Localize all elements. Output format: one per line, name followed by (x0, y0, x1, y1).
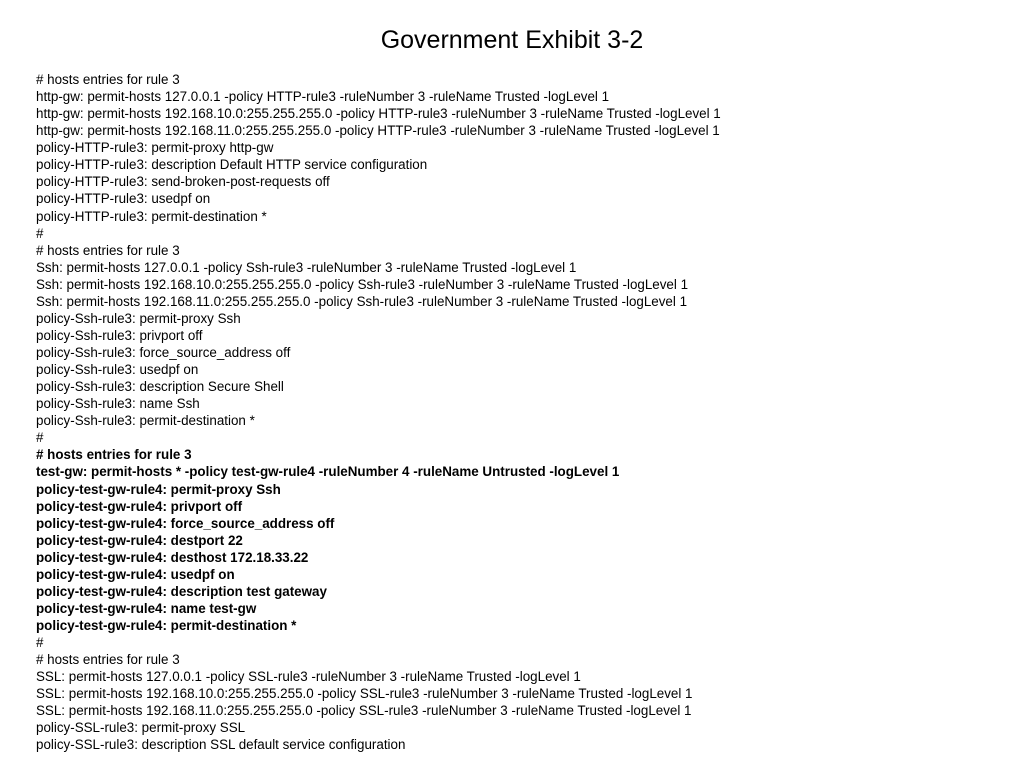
config-line: # (36, 635, 44, 651)
config-line: policy-Ssh-rule3: force_source_address off (36, 345, 291, 360)
config-line: policy-test-gw-rule4: force_source_address off (36, 515, 335, 531)
config-line: # hosts entries for rule 3 (36, 652, 180, 668)
config-line: SSL: permit-hosts 127.0.0.1 -policy SSL-rule3 -ruleNumber 3 -ruleName Trusted -logLevel 1 (36, 669, 581, 685)
config-line: policy-HTTP-rule3: description Default HTTP service configuration (36, 157, 428, 173)
config-line: policy-test-gw-rule4: usedpf on (36, 566, 235, 582)
page-title: Government Exhibit 3-2 (380, 26, 644, 54)
config-line: test-gw: permit-hosts * -policy test-gw-rule4 -ruleNumber 4 -ruleName Untrusted -logLevel 1 (36, 464, 620, 480)
config-line: # hosts entries for rule 3 (36, 242, 180, 258)
config-line: policy-Ssh-rule3: description Secure Shell (36, 379, 284, 395)
config-line: policy-test-gw-rule4: name test-gw (36, 600, 257, 616)
config-line: SSL: permit-hosts 192.168.10.0:255.255.255.0 -policy SSL-rule3 -ruleNumber 3 -ruleName Trusted -logLevel 1 (36, 686, 693, 702)
config-line: policy-SSL-rule3: permit-proxy SSL (36, 720, 246, 736)
config-line: policy-test-gw-rule4: destport 22 (36, 532, 243, 548)
config-line: policy-Ssh-rule3: name Ssh (36, 396, 200, 412)
config-line: policy-Ssh-rule3: permit-proxy Ssh (36, 310, 241, 326)
config-line: Ssh: permit-hosts 192.168.10.0:255.255.255.0 -policy Ssh-rule3 -ruleNumber 3 -ruleName Trusted -logLevel 1 (36, 276, 689, 292)
config-line: http-gw: permit-hosts 127.0.0.1 -policy HTTP-rule3 -ruleNumber 3 -ruleName Trusted -logLevel 1 (36, 89, 610, 105)
config-line: policy-SSL-rule3: description SSL default service configuration (36, 737, 406, 753)
config-line: # (36, 225, 44, 241)
config-line: # hosts entries for rule 3 (36, 447, 192, 463)
config-line: policy-HTTP-rule3: send-broken-post-requests off (36, 174, 330, 190)
config-line: policy-HTTP-rule3: permit-destination * (36, 208, 267, 224)
config-line: http-gw: permit-hosts 192.168.11.0:255.255.255.0 -policy HTTP-rule3 -ruleNumber 3 -ruleName Trusted -logLevel 1 (36, 123, 720, 139)
config-line: Ssh: permit-hosts 192.168.11.0:255.255.255.0 -policy Ssh-rule3 -ruleNumber 3 -ruleName Trusted -logLevel 1 (36, 293, 688, 309)
config-line: http-gw: permit-hosts 192.168.10.0:255.255.255.0 -policy HTTP-rule3 -ruleNumber 3 -ruleName Trusted -logLevel 1 (36, 106, 721, 122)
config-line: policy-HTTP-rule3: usedpf on (36, 191, 211, 207)
config-line: Ssh: permit-hosts 127.0.0.1 -policy Ssh-rule3 -ruleNumber 3 -ruleName Trusted -logLevel 1 (36, 259, 577, 275)
config-line: # (36, 430, 44, 446)
config-listing (36, 71, 1016, 754)
config-line: policy-HTTP-rule3: permit-proxy http-gw (36, 140, 274, 156)
config-line: policy-test-gw-rule4: permit-destination * (36, 618, 297, 633)
config-line: policy-Ssh-rule3: usedpf on (36, 362, 199, 378)
config-line: policy-Ssh-rule3: privport off (36, 327, 203, 343)
config-line: SSL: permit-hosts 192.168.11.0:255.255.255.0 -policy SSL-rule3 -ruleNumber 3 -ruleName Trusted -logLevel 1 (36, 703, 692, 719)
config-line: # hosts entries for rule 3 (36, 72, 180, 87)
config-line: policy-Ssh-rule3: permit-destination * (36, 413, 255, 429)
config-line: policy-test-gw-rule4: desthost 172.18.33.22 (36, 549, 309, 565)
config-line: policy-test-gw-rule4: privport off (36, 498, 243, 514)
config-line: policy-test-gw-rule4: permit-proxy Ssh (36, 481, 281, 497)
config-line: policy-test-gw-rule4: description test gateway (36, 583, 327, 599)
